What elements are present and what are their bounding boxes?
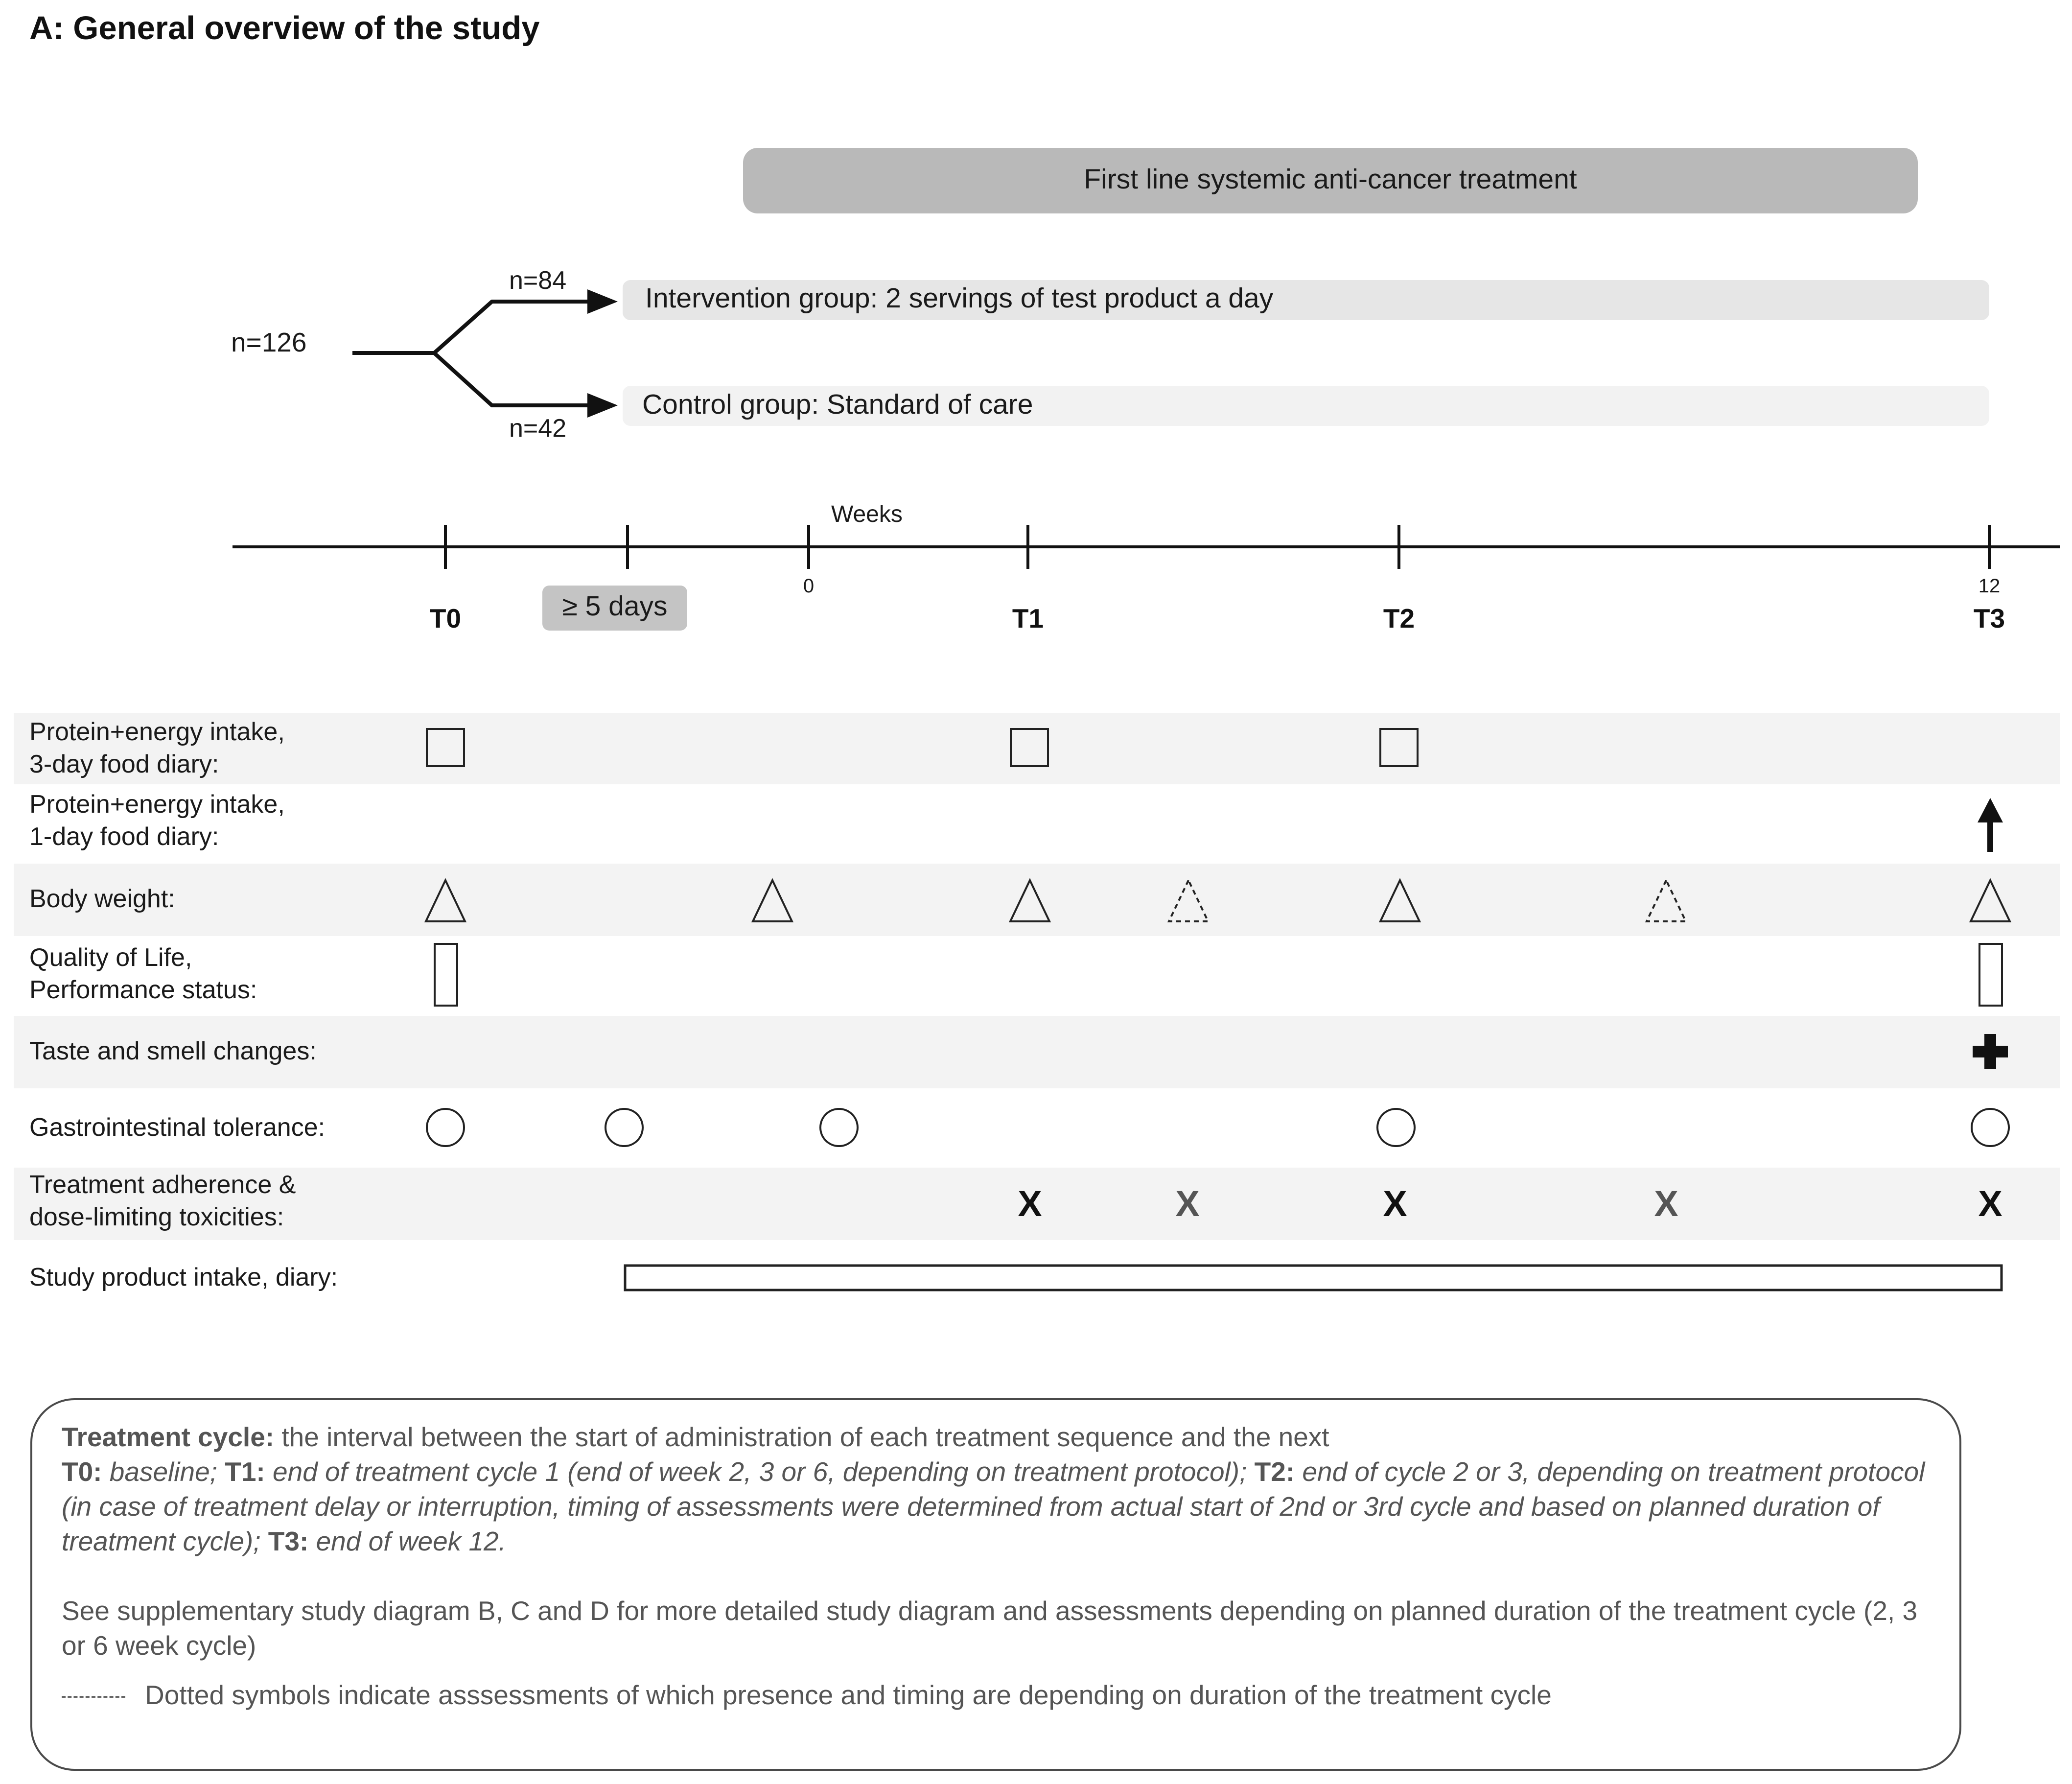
circle-marker xyxy=(1972,1109,2009,1146)
timepoint-t3: T3 xyxy=(1973,603,2005,634)
figure-title: A: General overview of the study xyxy=(29,10,540,47)
row-label-taste-smell: Taste and smell changes: xyxy=(29,1037,317,1065)
x-marker-dotted: X xyxy=(1654,1183,1678,1224)
row-label-adherence: Treatment adherence & dose-limiting toxicities: xyxy=(29,1171,296,1231)
x-marker: X xyxy=(1018,1183,1042,1224)
x-marker: X xyxy=(1383,1183,1407,1224)
total-n-label: n=126 xyxy=(231,327,307,357)
intervention-n-label: n=84 xyxy=(509,266,567,295)
legend-dotted-note: Dotted symbols indicate asssessments of which presence and timing are depending on duration of the treatment cycle xyxy=(62,1678,1932,1713)
randomization-branch-lines-lower xyxy=(434,353,587,405)
circle-marker xyxy=(605,1109,643,1146)
rectangle-marker xyxy=(435,944,457,1006)
timepoint-t2: T2 xyxy=(1383,603,1415,634)
legend-box xyxy=(30,1398,1961,1771)
row-label-food-diary-3day: Protein+energy intake, 3-day food diary: xyxy=(29,718,285,778)
x-marker-dotted: X xyxy=(1175,1183,1200,1224)
row-label-gi-tolerance: Gastrointestinal tolerance: xyxy=(29,1113,326,1142)
row-bg-taste-smell xyxy=(14,1016,2060,1088)
circle-marker xyxy=(427,1109,464,1146)
legend-cycle-definition: Treatment cycle: the interval between the start of administration of each treatment sequence and the next xyxy=(62,1422,1329,1452)
rectangle-marker xyxy=(1979,944,2002,1006)
row-label-quality-of-life: Quality of Life, Performance status: xyxy=(29,943,257,1004)
timepoint-t1: T1 xyxy=(1012,603,1044,634)
legend-timepoint-definitions: T0: baseline; T1: end of treatment cycle 1 (end of week 2, 3 or 6, depending on treatment protocol); T2: end of cycle 2 or 3, depending on treatment protocol (in case of treatment delay or interruption, timing of assessments were determined from actual start of 2nd or 3rd cycle and based on planned duration of treatment cycle); T3: end of week 12. xyxy=(62,1456,1925,1556)
circle-marker xyxy=(820,1109,858,1146)
timepoint-t0: T0 xyxy=(429,603,462,634)
arrow-head-control xyxy=(587,393,618,418)
legend-spacer xyxy=(62,1663,1932,1678)
control-n-label: n=42 xyxy=(509,414,567,443)
circle-marker xyxy=(1377,1109,1415,1146)
row-bg-body-weight xyxy=(14,864,2060,936)
treatment-bar-label: First line systemic anti-cancer treatment xyxy=(1084,164,1577,195)
tick-label-12: 12 xyxy=(1978,575,2001,597)
product-intake-bar xyxy=(625,1266,2002,1290)
randomization-branch-lines xyxy=(352,302,587,353)
row-label-body-weight: Body weight: xyxy=(29,885,175,913)
tick-label-0: 0 xyxy=(803,575,815,597)
row-bg-food-diary-3day xyxy=(14,713,2060,784)
run-in-label: ≥ 5 days xyxy=(562,590,668,622)
arrow-up-marker-head xyxy=(1978,798,2003,822)
row-label-food-diary-1day: Protein+energy intake, 1-day food diary: xyxy=(29,790,285,851)
axis-label-weeks: Weeks xyxy=(831,501,903,527)
legend-supplementary-note: See supplementary study diagram B, C and D for more detailed study diagram and assessments depending on planned duration of the treatment cycle (2, 3 or 6 week cycle) xyxy=(62,1596,1918,1661)
control-group-label: Control group: Standard of care xyxy=(642,389,1033,420)
intervention-group-label: Intervention group: 2 servings of test product a day xyxy=(645,282,1274,314)
row-label-product-intake: Study product intake, diary: xyxy=(29,1263,338,1291)
plus-marker-horizontal xyxy=(1973,1046,2008,1057)
x-marker: X xyxy=(1978,1183,2002,1224)
arrow-head-intervention xyxy=(587,289,618,314)
dashed-line-icon xyxy=(62,1696,125,1698)
legend-spacer xyxy=(62,1559,1932,1594)
